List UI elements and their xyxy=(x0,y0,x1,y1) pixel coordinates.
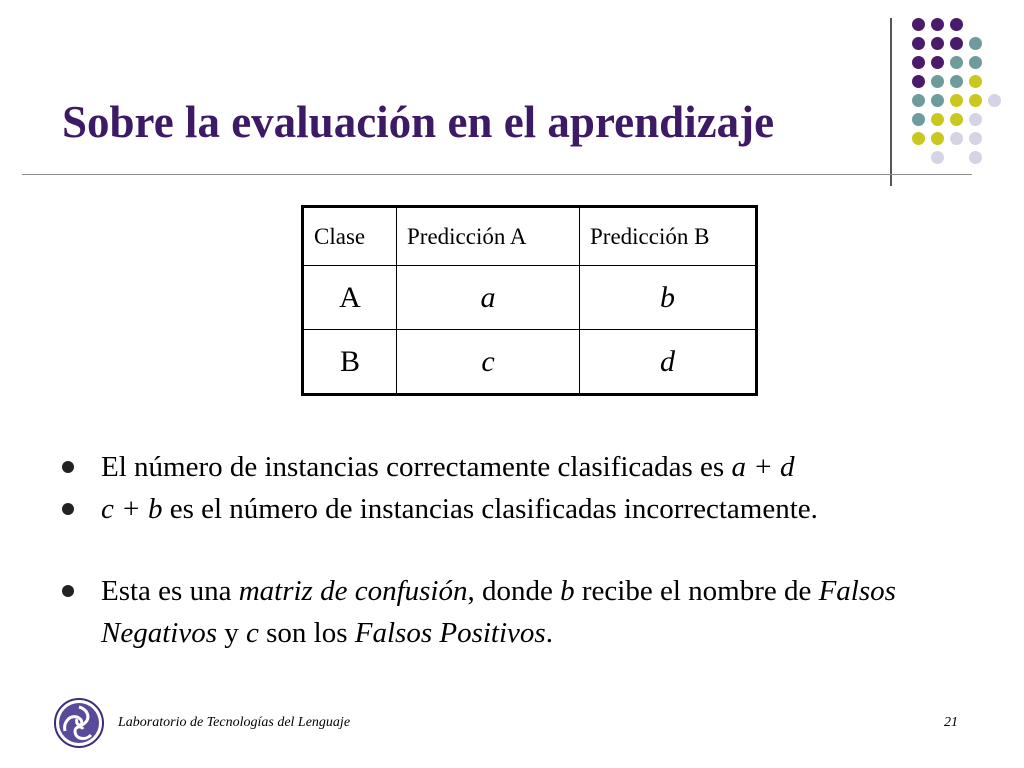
dot xyxy=(912,18,925,31)
dot xyxy=(912,132,925,145)
dot xyxy=(950,94,963,107)
table-header-cell: Clase xyxy=(303,207,397,266)
dot xyxy=(969,75,982,88)
dot xyxy=(931,18,944,31)
bullet-dot-icon xyxy=(62,461,74,473)
bullet-expression: c + b xyxy=(101,493,163,525)
dot xyxy=(931,56,944,69)
bullet-text: , donde xyxy=(467,575,561,607)
dot xyxy=(931,37,944,50)
table-cell: A xyxy=(303,266,397,330)
bullet-text: recibe el nombre de xyxy=(574,575,819,607)
bullet-item xyxy=(62,446,962,488)
dot xyxy=(912,56,925,69)
dot xyxy=(931,113,944,126)
dot xyxy=(950,18,963,31)
dot xyxy=(988,94,1001,107)
term-matriz-de-confusion: matriz de confusión xyxy=(238,575,468,607)
dot xyxy=(969,37,982,50)
bullet-text: . xyxy=(545,617,553,649)
bullet-expression: a + d xyxy=(731,451,795,483)
confusion-matrix-table xyxy=(301,205,758,396)
dot xyxy=(931,132,944,145)
bullet-spacer xyxy=(62,530,962,570)
dot xyxy=(931,75,944,88)
bullet-text: Esta es una xyxy=(101,575,239,607)
dot xyxy=(950,113,963,126)
lab-logo-icon xyxy=(53,697,105,749)
table-header-row xyxy=(303,207,757,266)
table-cell: b xyxy=(580,266,757,330)
bullet-text: es el número de instancias clasificadas incorrectamente. xyxy=(162,493,818,525)
term-falsos-positivos: Falsos Positivos xyxy=(354,617,546,649)
table-cell: a xyxy=(397,266,580,330)
bullet-list xyxy=(62,446,962,654)
bullet-text: son los xyxy=(258,617,355,649)
dot xyxy=(931,94,944,107)
bullet-dot-icon xyxy=(62,503,74,515)
footer-text: Laboratorio de Tecnologías del Lenguaje xyxy=(118,715,351,730)
bullet-text: y xyxy=(217,617,246,649)
dot xyxy=(912,75,925,88)
dot xyxy=(912,94,925,107)
table-row xyxy=(303,266,757,330)
dot xyxy=(950,132,963,145)
title-horizontal-divider xyxy=(22,174,972,175)
slide-title: Sobre la evaluación en el aprendizaje xyxy=(62,97,775,147)
table-cell: c xyxy=(397,330,580,395)
var-b: b xyxy=(560,575,575,607)
dot xyxy=(969,56,982,69)
dot xyxy=(969,113,982,126)
bullet-item xyxy=(62,570,962,654)
dot xyxy=(969,151,982,164)
dot xyxy=(931,151,944,164)
table-row xyxy=(303,330,757,395)
dot xyxy=(969,132,982,145)
dot xyxy=(912,113,925,126)
dot xyxy=(950,75,963,88)
table-header-cell: Predicción B xyxy=(580,207,757,266)
term-falsos-negativos: Falsos Negativos xyxy=(101,575,896,649)
var-c: c xyxy=(246,617,259,649)
title-vertical-divider xyxy=(890,18,892,186)
table-header-cell: Predicción A xyxy=(397,207,580,266)
dot xyxy=(912,37,925,50)
dot xyxy=(950,56,963,69)
dot xyxy=(969,94,982,107)
table-cell: B xyxy=(303,330,397,395)
page-number: 21 xyxy=(944,715,958,730)
dot xyxy=(950,37,963,50)
bullet-text: El número de instancias correctamente clasificadas es xyxy=(101,451,732,483)
table-cell: d xyxy=(580,330,757,395)
bullet-dot-icon xyxy=(62,585,74,597)
bullet-item xyxy=(62,488,962,530)
